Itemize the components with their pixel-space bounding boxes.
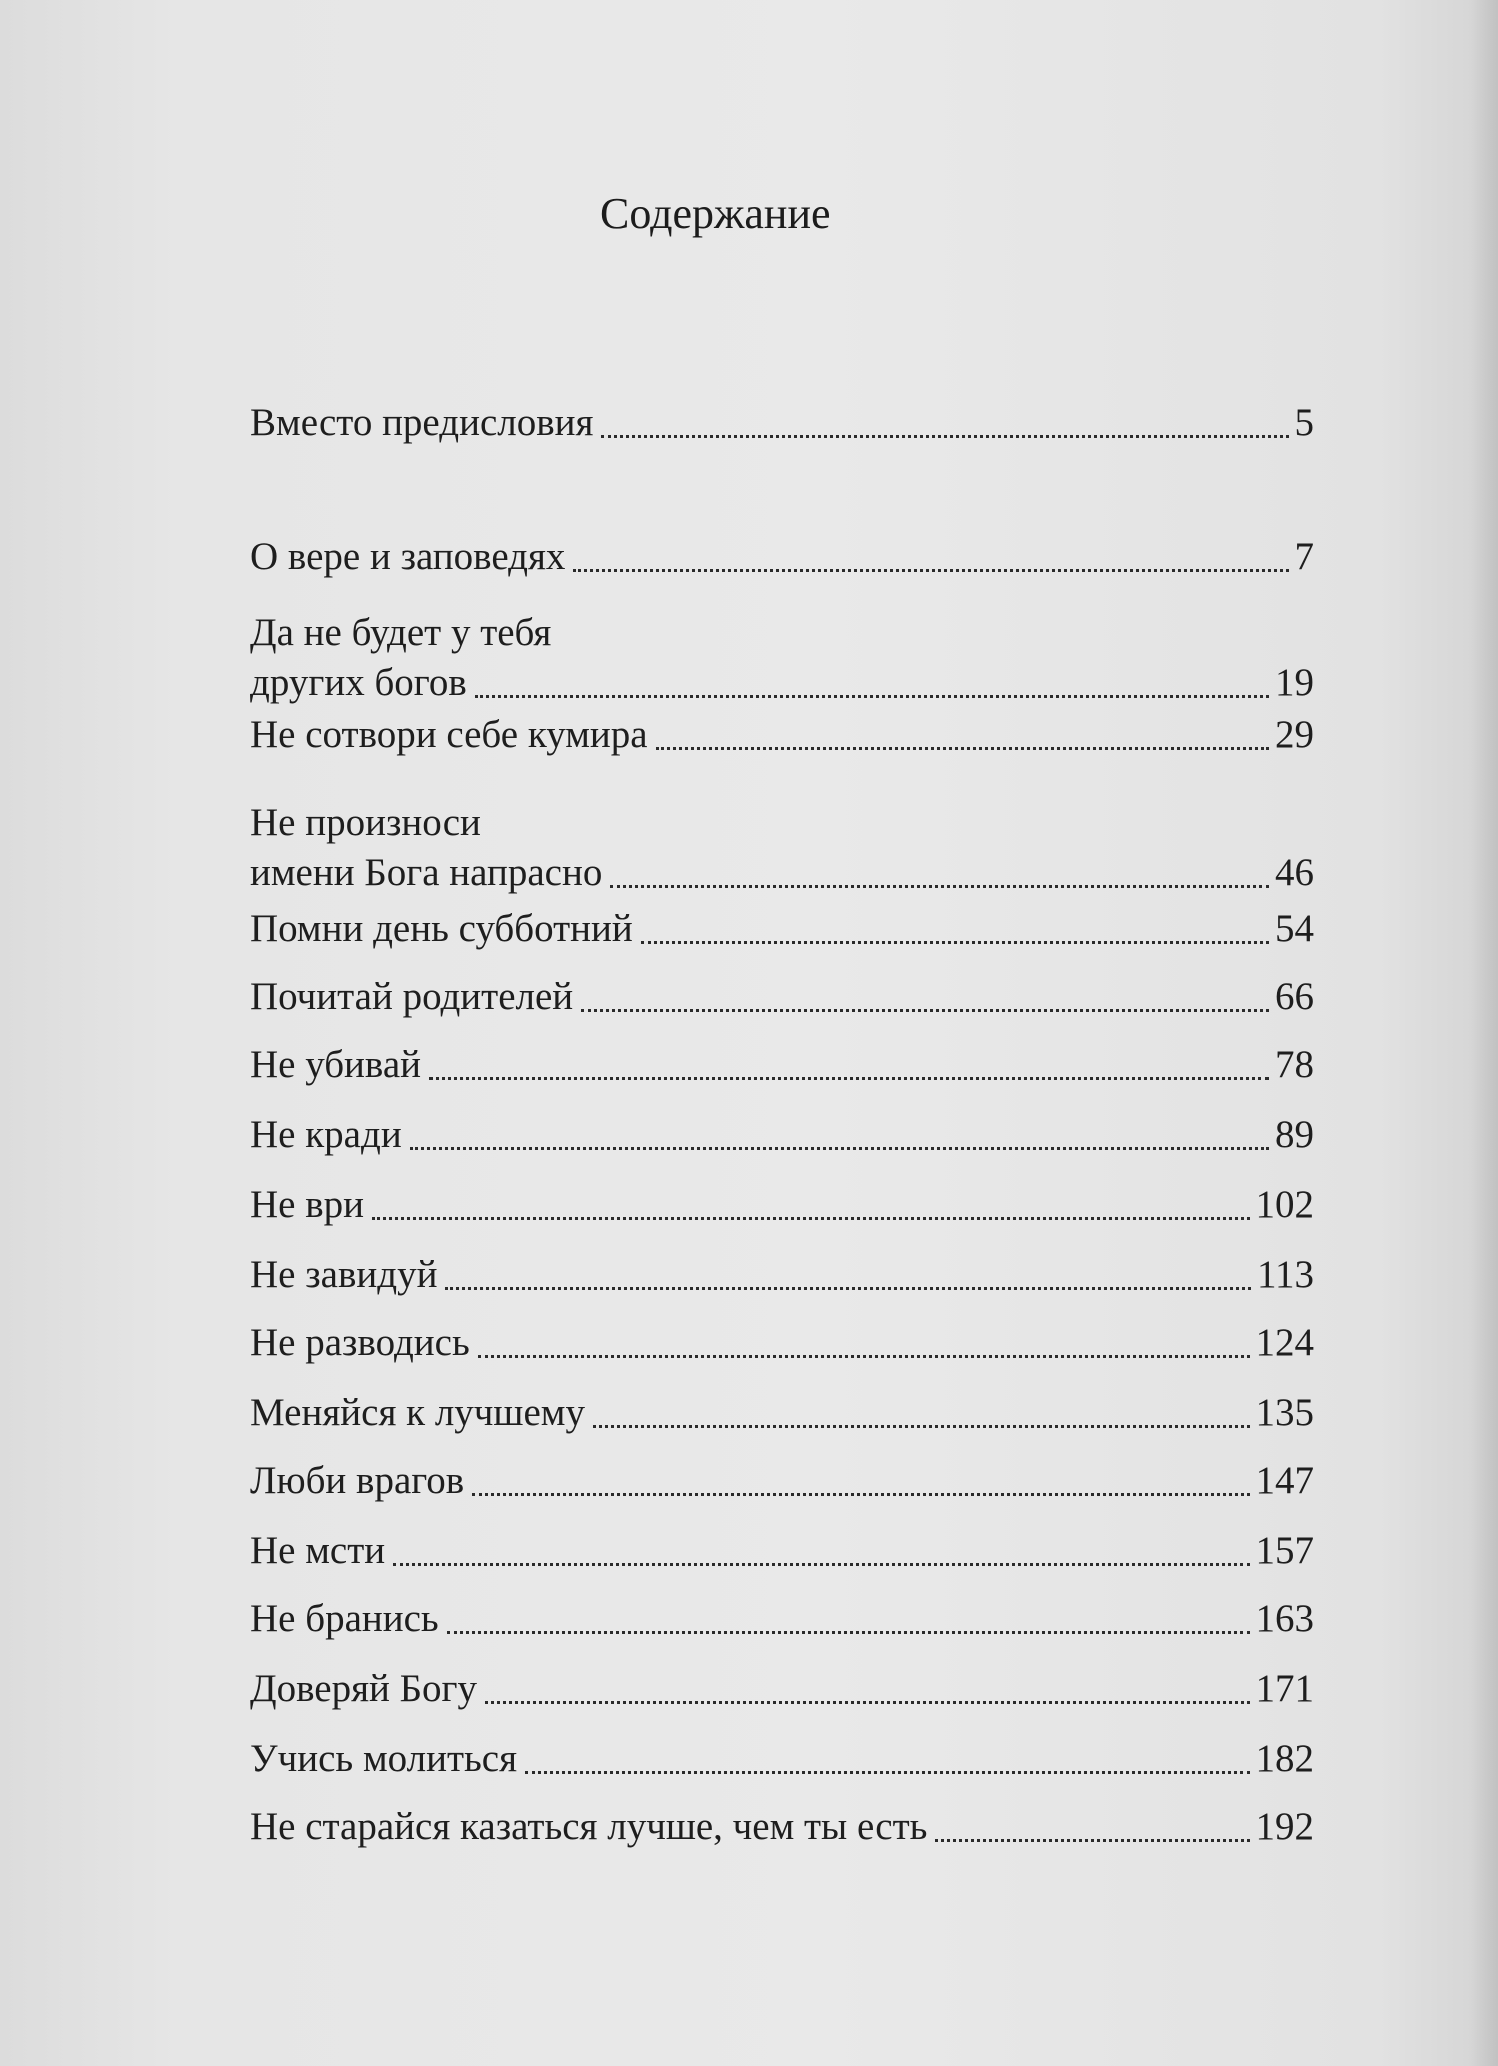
toc-entry-page-number: 89 [1275, 1113, 1314, 1156]
toc-entry [250, 1040, 1314, 1090]
toc-entry-title [250, 972, 1275, 1022]
dot-leader [641, 941, 1269, 944]
toc-entry-title [250, 1318, 1256, 1368]
toc-entry-title-line: Люби врагов [250, 1459, 465, 1502]
dot-leader [935, 1839, 1249, 1842]
toc-entry [250, 1734, 1314, 1784]
toc-entry-title [250, 1456, 1256, 1506]
dot-leader [478, 1355, 1250, 1358]
toc-entry-title [250, 798, 1275, 898]
toc-entry-page-number: 7 [1294, 535, 1314, 578]
toc-entry-title [250, 1180, 1256, 1230]
toc-entry [250, 398, 1314, 448]
dot-leader [445, 1287, 1250, 1290]
toc-entry [250, 1802, 1314, 1852]
toc-entry-title-line: Помни день субботний [250, 907, 633, 950]
toc-entry-title-line: Не старайся казаться лучше, чем ты есть [250, 1805, 928, 1848]
toc-entry [250, 1250, 1314, 1300]
toc-entry-title [250, 1802, 1256, 1852]
toc-entry-page-number: 54 [1275, 907, 1314, 950]
toc-entry-title [250, 398, 1295, 448]
toc-entry-title-line: Почитай родителей [250, 975, 574, 1018]
toc-entry-title-line: Не бранись [250, 1597, 439, 1640]
toc-entry-title-line: Не мсти [250, 1529, 386, 1572]
toc-entry-title-line: имени Бога напрасно [250, 851, 603, 894]
toc-entry-title [250, 1526, 1256, 1576]
toc-entry [250, 1318, 1314, 1368]
toc-entry [250, 532, 1314, 582]
toc-entry [250, 1180, 1314, 1230]
toc-entry [250, 1110, 1314, 1160]
toc-entry-title-line: Не ври [250, 1183, 365, 1226]
dot-leader [485, 1701, 1249, 1704]
toc-entry-title-line: Не убивай [250, 1043, 422, 1086]
toc-entry [250, 1388, 1314, 1438]
dot-leader [475, 695, 1269, 698]
page-title: Содержание [600, 189, 831, 238]
dot-leader [601, 435, 1288, 438]
toc-entry-page-number: 29 [1275, 713, 1314, 756]
toc-entry [250, 1456, 1314, 1506]
toc-entry-page-number: 192 [1255, 1805, 1314, 1848]
toc-entry-title [250, 1110, 1275, 1160]
dot-leader [410, 1147, 1269, 1150]
dot-leader [393, 1563, 1249, 1566]
toc-entry-title-line: Не сотвори себе кумира [250, 713, 648, 756]
dot-leader [573, 569, 1288, 572]
toc-entry-title [250, 1250, 1257, 1300]
toc-entry-title [250, 1594, 1256, 1644]
toc-entry [250, 1594, 1314, 1644]
toc-entry-page-number: 135 [1255, 1391, 1314, 1434]
toc-entry-title [250, 608, 1275, 708]
toc-entry-title-line: Не произноси [250, 801, 481, 844]
toc-entry-page-number: 157 [1255, 1529, 1314, 1572]
toc-entry-title [250, 1388, 1256, 1438]
toc-entry-page-number: 163 [1255, 1597, 1314, 1640]
toc-entry [250, 798, 1314, 898]
toc-entry-title-line: Не кради [250, 1113, 402, 1156]
toc-entry-title-line: О вере и заповедях [250, 535, 566, 578]
toc-entry-page-number: 66 [1275, 975, 1314, 1018]
toc-entry-title [250, 1734, 1256, 1784]
dot-leader [372, 1217, 1249, 1220]
dot-leader [593, 1425, 1250, 1428]
toc-entry-page-number: 171 [1255, 1667, 1314, 1710]
toc-entry-page-number: 102 [1255, 1183, 1314, 1226]
toc-entry-title-line: Не разводись [250, 1321, 470, 1364]
toc-entry [250, 1664, 1314, 1714]
toc-entry-title-line: Вместо предисловия [250, 401, 594, 444]
dot-leader [429, 1077, 1269, 1080]
toc-entry-title-line: Учись молиться [250, 1737, 518, 1780]
toc-entry-title-line: Доверяй Богу [250, 1667, 478, 1710]
toc-entry-page-number: 147 [1255, 1459, 1314, 1502]
toc-entry-title-line: других богов [250, 661, 467, 704]
dot-leader [581, 1009, 1269, 1012]
toc-entry-page-number: 113 [1256, 1253, 1314, 1296]
toc-entry-title [250, 1664, 1256, 1714]
toc-entry-title-line: Не завидуй [250, 1253, 438, 1296]
toc-entry-title-line: Меняйся к лучшему [250, 1391, 585, 1434]
toc-entry [250, 710, 1314, 760]
dot-leader [610, 885, 1269, 888]
toc-entry-page-number: 182 [1255, 1737, 1314, 1780]
toc-entry-title [250, 904, 1275, 954]
dot-leader [525, 1771, 1249, 1774]
toc-entry [250, 904, 1314, 954]
toc-entry [250, 1526, 1314, 1576]
toc-entry-page-number: 5 [1294, 401, 1314, 444]
toc-entry-page-number: 19 [1275, 661, 1314, 704]
toc-entry-title-line: Да не будет у тебя [250, 611, 552, 654]
toc-entry-page-number: 46 [1275, 851, 1314, 894]
toc-entry-title [250, 1040, 1275, 1090]
toc-entry-page-number: 124 [1255, 1321, 1314, 1364]
toc-entry-title [250, 710, 1275, 760]
dot-leader [472, 1493, 1249, 1496]
dot-leader [447, 1631, 1250, 1634]
toc-entry [250, 608, 1314, 708]
dot-leader [656, 747, 1269, 750]
toc-entry-page-number: 78 [1275, 1043, 1314, 1086]
toc-entry [250, 972, 1314, 1022]
toc-entry-title [250, 532, 1295, 582]
